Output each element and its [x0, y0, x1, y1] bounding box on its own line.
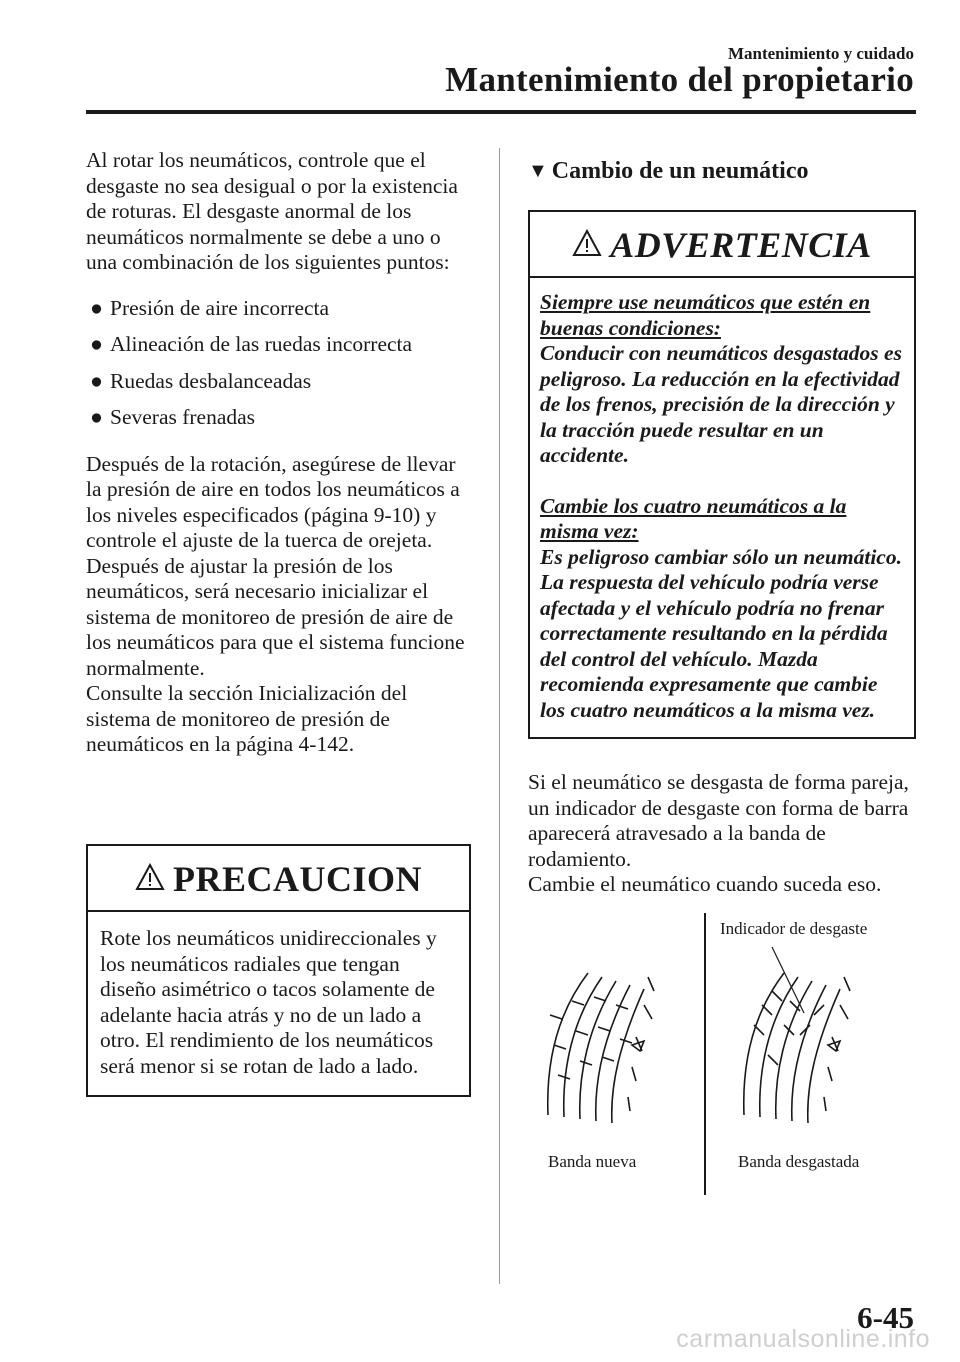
bullet-icon: ● — [90, 295, 103, 320]
triangle-down-icon: ▼ — [528, 159, 548, 182]
section-title: Cambio de un neumático — [551, 157, 809, 184]
column-divider — [499, 148, 500, 1284]
worn-tread-label: Banda desgastada — [738, 1152, 860, 1171]
warning-text-2: Es peligroso cambiar sólo un neumático. La respuesta del vehículo podría verse afectada y el vehículo podría no frenar correctamente resultando en la pérdida del control del vehículo. Mazda recomienda expresamente que cambie los cuatro neumáticos a la misma vez. — [540, 544, 902, 722]
list-item — [86, 296, 470, 322]
list-item — [86, 405, 470, 431]
intro-paragraph: Al rotar los neumáticos, controle que el desgaste no sea desigual o por la existencia de roturas. El desgaste anormal de los neumáticos normalmente se debe a uno o una combinación de los siguientes puntos: — [86, 148, 458, 274]
change-paragraph: Cambie el neumático cuando suceda eso. — [528, 872, 882, 896]
list-item — [86, 369, 470, 395]
caution-body: Rote los neumáticos unidireccionales y los neumáticos radiales que tengan diseño asimétrico o tacos solamente de adelante hacia atrás y no de un lado a otro. El rendimiento de los neumáticos será menor si se rotan de lado a lado. — [100, 926, 437, 1078]
list-item-text: Severas frenadas — [110, 405, 256, 429]
list-item-text: Alineación de las ruedas incorrecta — [110, 332, 413, 356]
right-column — [528, 148, 916, 186]
reference-paragraph: Consulte la sección Inicialización del sistema de monitoreo de presión de neumáticos en la página 4-142. — [86, 681, 408, 756]
left-column — [86, 148, 470, 758]
warning-triangle-icon — [135, 863, 165, 896]
warning-header — [530, 212, 914, 278]
header-section: Mantenimiento y cuidado — [727, 44, 914, 63]
bullet-icon: ● — [90, 368, 103, 393]
warning-heading-1: Siempre use neumáticos que estén en buenas condiciones: — [540, 290, 871, 340]
warning-heading-2: Cambie los cuatro neumáticos a la misma vez: — [540, 493, 847, 543]
caution-title: PRECAUCION — [172, 859, 422, 899]
list-item-text: Presión de aire incorrecta — [110, 295, 330, 320]
watermark: carmanualsonline.info — [676, 1325, 930, 1353]
bullet-icon: ● — [90, 405, 103, 429]
warning-box — [528, 210, 916, 739]
page-number: 6-45 — [857, 1300, 914, 1335]
list-item-text: Ruedas desbalanceadas — [110, 368, 312, 393]
warning-title: ADVERTENCIA — [610, 225, 872, 265]
caution-box — [86, 844, 471, 1097]
warning-body — [530, 278, 914, 737]
caution-header — [88, 846, 469, 912]
after-rotation-paragraph: Después de la rotación, asegúrese de llevar la presión de aire en todos los neumáticos a los niveles especificados (página 9-10) y controle el ajuste de la tuerca de orejeta. — [86, 451, 460, 552]
pressure-paragraph: Después de ajustar la presión de los neumáticos, será necesario inicializar el sistema de monitoreo de presión de aire de los neumáticos para que el sistema funcione normalmente. — [86, 553, 465, 680]
section-heading — [528, 156, 916, 186]
bullet-icon: ● — [90, 332, 103, 356]
tread-wear-text — [528, 770, 916, 898]
page-title: Mantenimiento del propietario — [445, 60, 914, 99]
new-tread-label: Banda nueva — [548, 1152, 637, 1171]
warning-text-1: Conducir con neumáticos desgastados es peligroso. La reducción en la efectividad de los frenos, precisión de la dirección y la tracción puede resultar en un accidente. — [540, 341, 902, 467]
header-rule — [86, 110, 916, 114]
wear-indicator-label: Indicador de desgaste — [720, 919, 868, 938]
wear-paragraph: Si el neumático se desgasta de forma pareja, un indicador de desgaste con forma de barra aparecerá atravesado a la banda de rodamiento. — [528, 770, 909, 871]
list-item — [86, 332, 470, 358]
tread-figure — [528, 905, 916, 1200]
cause-list — [86, 296, 470, 431]
warning-triangle-icon — [572, 229, 602, 262]
